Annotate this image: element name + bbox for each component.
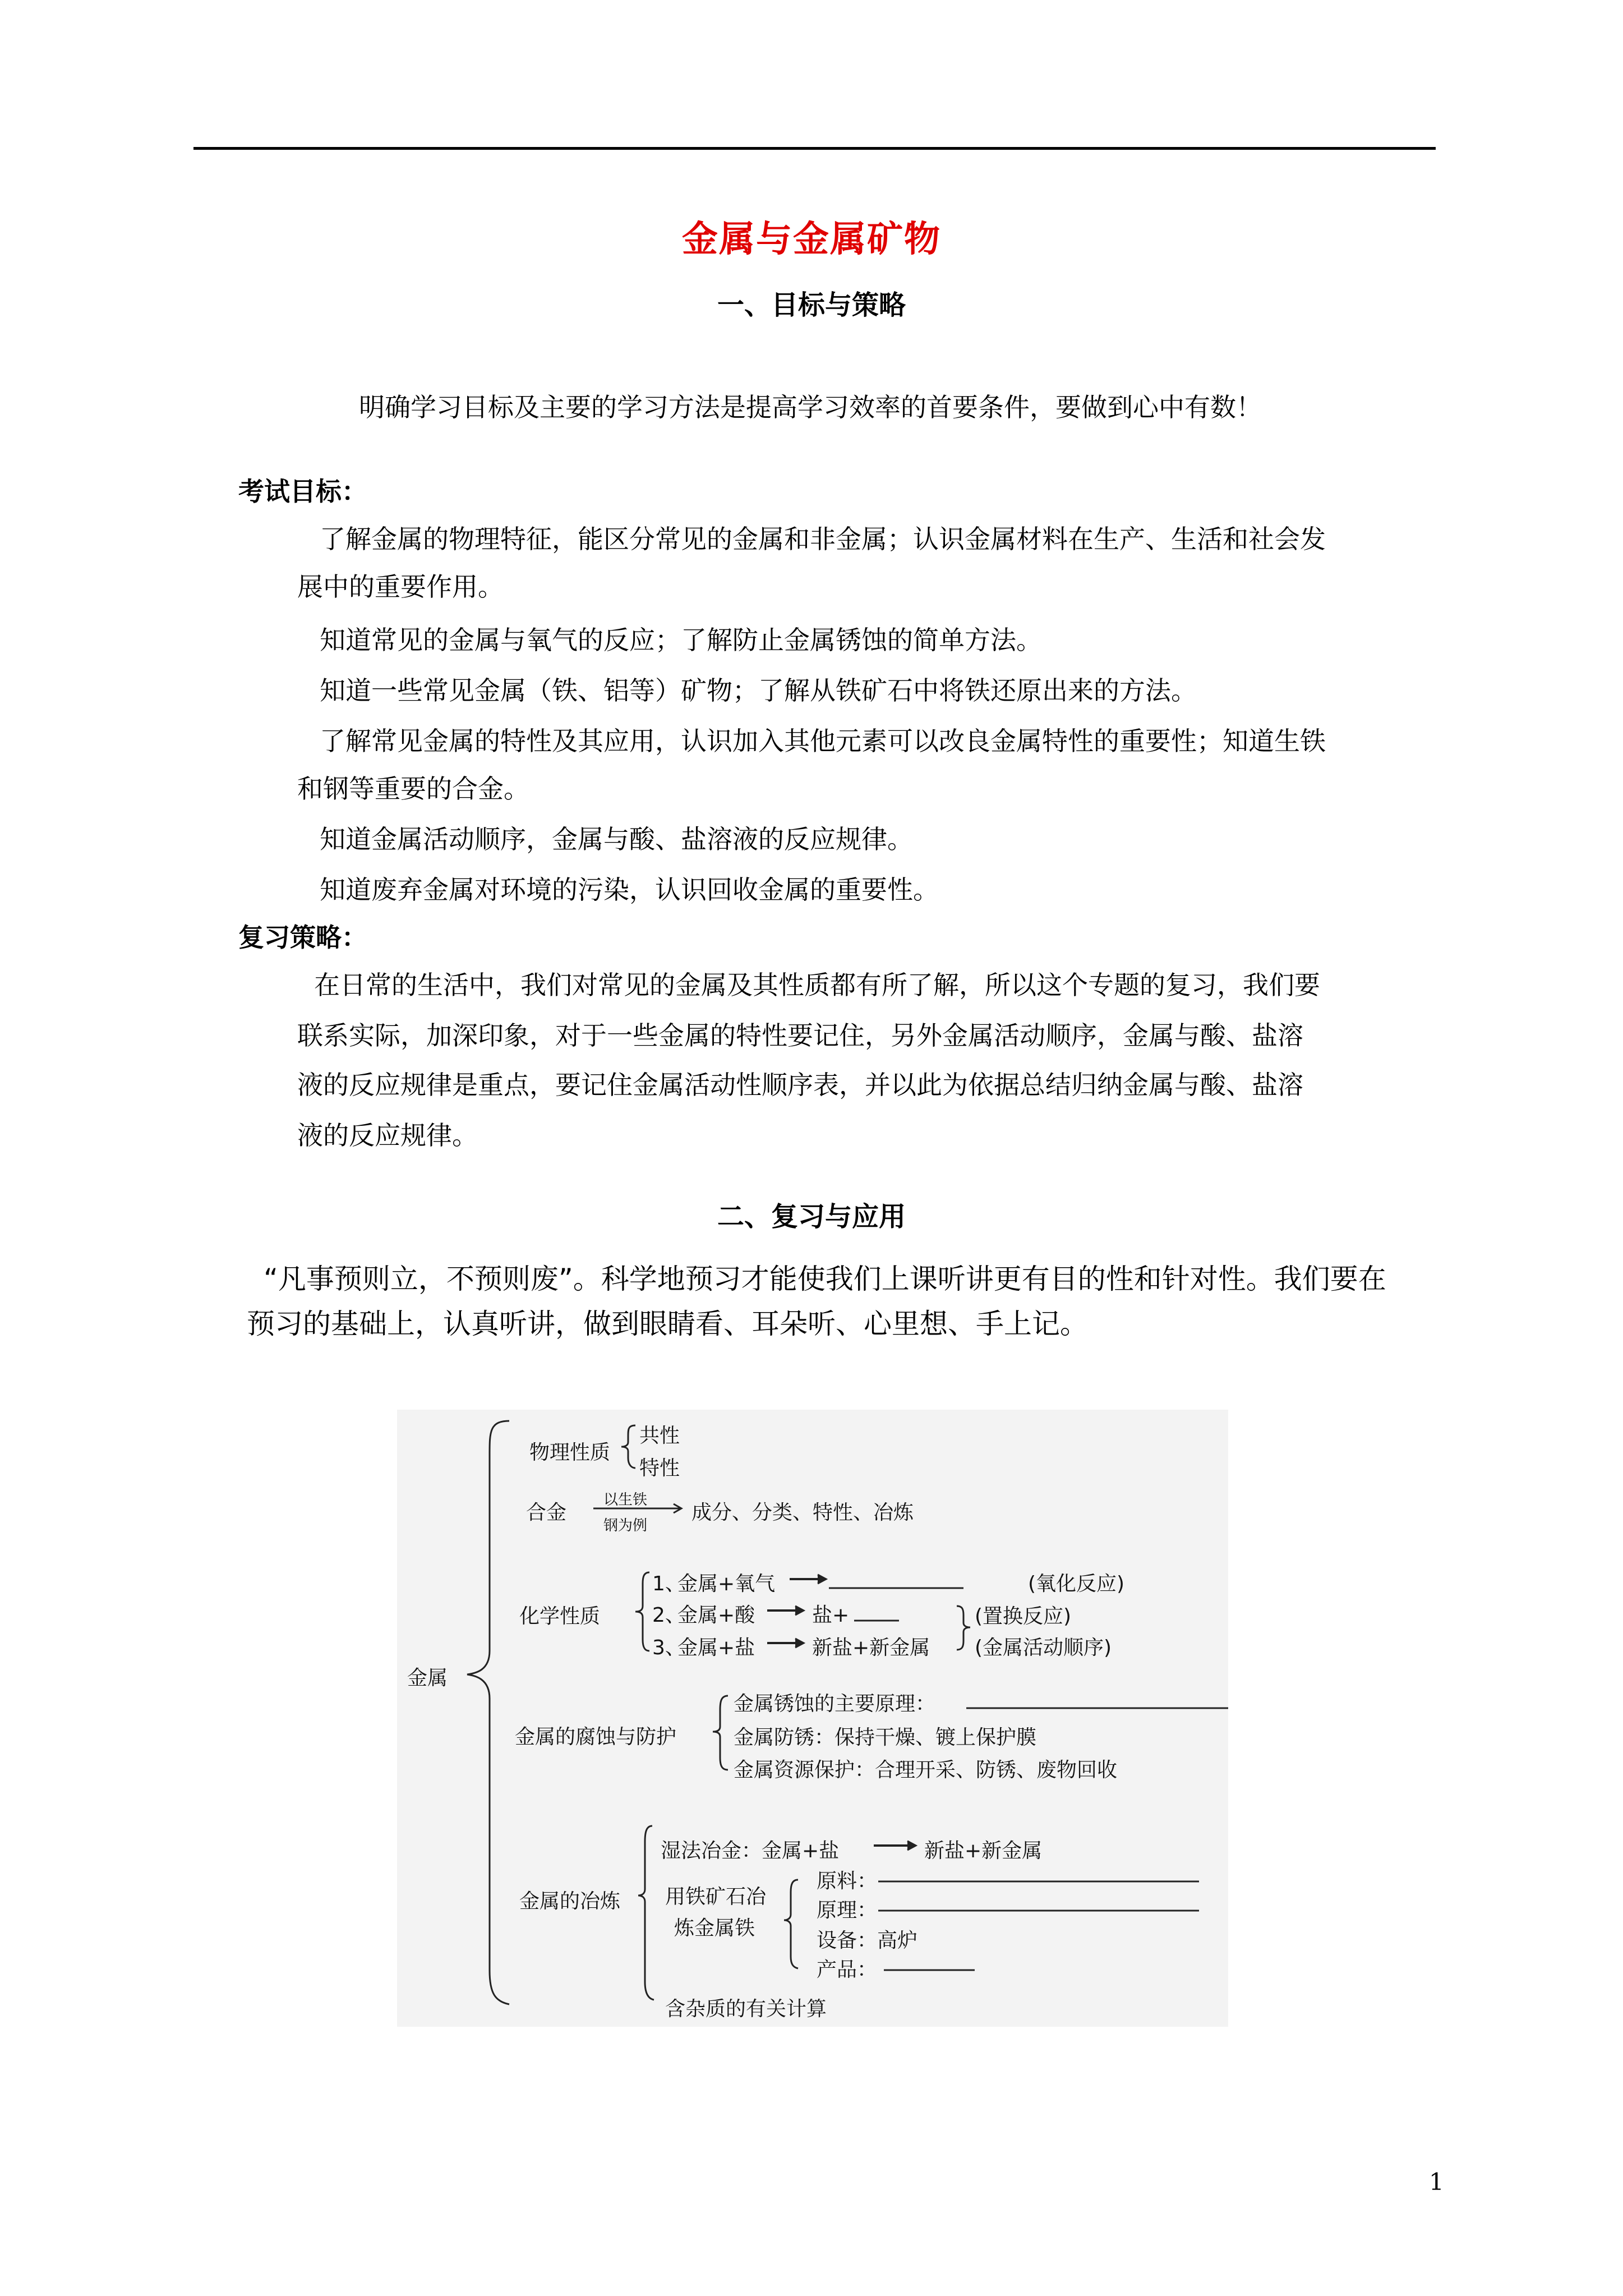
exam-goals-label: 考试目标： — [238, 476, 367, 507]
corrosion-protection-label: 金属的腐蚀与防护 — [515, 1726, 677, 1749]
iron-smelting-label: 炼金属铁 — [674, 1917, 755, 1940]
smelting-label: 金属的冶炼 — [519, 1890, 621, 1913]
section-heading-goals: 一、目标与策略 — [717, 289, 906, 321]
note-oxidation: (氧化反应) — [1028, 1572, 1125, 1595]
exam-goal-line: 了解常见金属的特性及其应用，认识加入其他元素可以改良金属特性的重要性；知道生铁 — [320, 726, 1326, 756]
exam-goal-line: 知道废弃金属对环境的污染，认识回收金属的重要性。 — [320, 875, 939, 905]
exam-goal-line: 了解金属的物理特征，能区分常见的金属和非金属；认识金属材料在生产、生活和社会发 — [320, 524, 1326, 554]
physical-special-label: 特性 — [639, 1457, 680, 1480]
page-number: 1 — [1429, 2168, 1444, 2196]
reaction-salt-product: 新盐+新金属 — [812, 1636, 930, 1659]
corrosion-item: 金属防锈：保持干燥、镀上保护膜 — [734, 1726, 1037, 1749]
alloy-arrow-bottom-label: 钢为例 — [603, 1517, 648, 1534]
alloy-label: 合金 — [526, 1501, 567, 1524]
exam-goal-line: 知道一些常见金属（铁、铝等）矿物；了解从铁矿石中将铁还原出来的方法。 — [320, 675, 1197, 706]
review-line: 联系实际，加深印象，对于一些金属的特性要记住，另外金属活动顺序，金属与酸、盐溶 — [297, 1020, 1303, 1051]
header-rule — [193, 147, 1436, 150]
reaction-acid-product: 盐+ — [812, 1604, 850, 1627]
quote-line: “凡事预则立，不预则废”。科学地预习才能使我们上课听讲更有目的性和针对性。我们要在 — [264, 1263, 1386, 1295]
iron-equipment: 设备：高炉 — [817, 1929, 918, 1952]
physical-common-label: 共性 — [639, 1424, 680, 1447]
quote-line: 预习的基础上，认真听讲，做到眼睛看、耳朵听、心里想、手上记。 — [247, 1308, 1088, 1340]
reaction-number: 1、 — [652, 1572, 685, 1595]
review-strategy-label: 复习策略： — [238, 922, 367, 953]
diagram-root-label: 金属 — [407, 1667, 448, 1690]
note-replacement: (置换反应) — [975, 1605, 1072, 1628]
document-title: 金属与金属矿物 — [682, 218, 941, 260]
corrosion-item: 金属资源保护：合理开采、防锈、废物回收 — [734, 1759, 1118, 1782]
iron-principle: 原理： — [817, 1899, 878, 1922]
iron-raw-materials: 原料： — [817, 1870, 878, 1893]
review-line: 液的反应规律。 — [297, 1120, 478, 1151]
intro-text: 明确学习目标及主要的学习方法是提高学习效率的首要条件，要做到心中有数！ — [359, 392, 1262, 422]
impurity-calculation-label: 含杂质的有关计算 — [665, 1998, 827, 2021]
exam-goal-line: 和钢等重要的合金。 — [297, 774, 529, 804]
exam-goal-line: 展中的重要作用。 — [297, 572, 504, 602]
reaction-metal-salt: 金属+盐 — [677, 1636, 755, 1659]
corrosion-item: 金属锈蚀的主要原理： — [734, 1692, 936, 1715]
exam-goal-line: 知道常见的金属与氧气的反应；了解防止金属锈蚀的简单方法。 — [320, 625, 1042, 655]
metal-concept-map — [397, 1410, 1228, 2027]
reaction-number: 2、 — [652, 1604, 685, 1627]
section-heading-review: 二、复习与应用 — [717, 1201, 906, 1232]
alloy-arrow-top-label: 以生铁 — [603, 1492, 648, 1508]
review-line: 液的反应规律是重点，要记住金属活动性顺序表，并以此为依据总结归纳金属与酸、盐溶 — [297, 1070, 1303, 1100]
reaction-metal-oxygen: 金属+氧气 — [677, 1572, 776, 1595]
wet-metallurgy-label: 湿法冶金：金属+盐 — [661, 1839, 840, 1862]
exam-goal-line: 知道金属活动顺序，金属与酸、盐溶液的反应规律。 — [320, 824, 913, 854]
iron-product: 产品： — [817, 1958, 878, 1981]
review-line: 在日常的生活中，我们对常见的金属及其性质都有所了解，所以这个专题的复习，我们要 — [314, 970, 1320, 1000]
reaction-metal-acid: 金属+酸 — [677, 1604, 755, 1627]
note-activity-series: (金属活动顺序) — [975, 1636, 1112, 1659]
alloy-result-label: 成分、分类、特性、冶炼 — [691, 1501, 914, 1524]
chemical-properties-label: 化学性质 — [519, 1605, 601, 1628]
wet-metallurgy-product: 新盐+新金属 — [924, 1839, 1043, 1862]
physical-properties-label: 物理性质 — [529, 1441, 611, 1464]
iron-smelting-label: 用铁矿石冶 — [665, 1885, 767, 1908]
reaction-number: 3、 — [652, 1636, 685, 1659]
